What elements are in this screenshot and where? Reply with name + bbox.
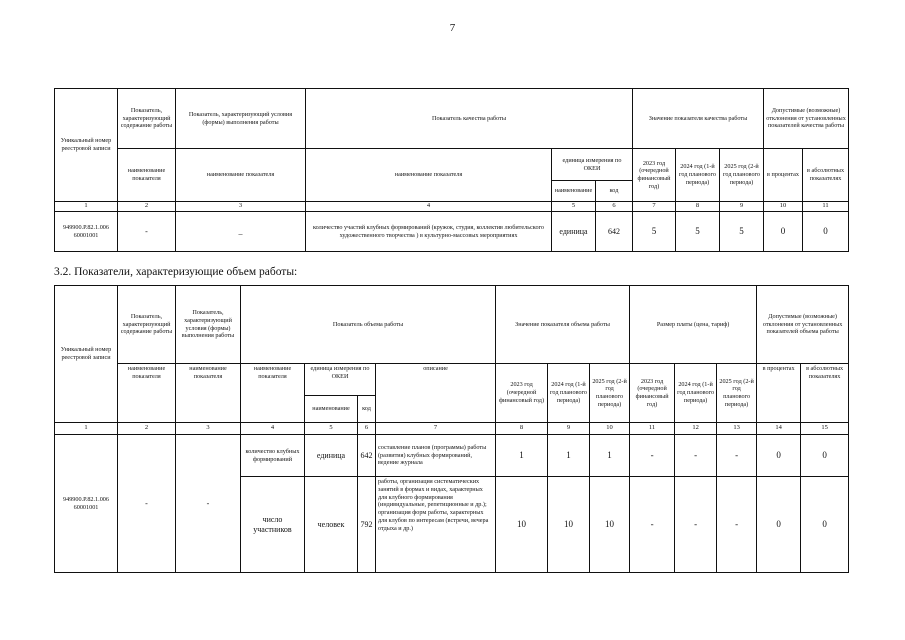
header-deviation: Допустимые (возможные) отклонения от установленных показателей качества работы: [764, 89, 849, 149]
conditions-value: _: [176, 212, 306, 252]
column-number: 5: [552, 202, 596, 212]
column-number: 8: [676, 202, 720, 212]
header-absolute: в абсолютных показателях: [801, 364, 849, 423]
unit-code: 792: [358, 477, 376, 573]
value-2023: 10: [496, 477, 548, 573]
deviation-absolute: 0: [801, 477, 849, 573]
column-number: 7: [376, 423, 496, 435]
conditions-value: -: [176, 435, 241, 573]
column-number: 7: [633, 202, 676, 212]
header-code: код: [596, 181, 633, 202]
column-number: 2: [118, 202, 176, 212]
fee-2025: -: [717, 435, 757, 477]
header-unit-name: наименование: [552, 181, 596, 202]
header-deviation: Допустимые (возможные) отклонения от установленных показателей объема работы: [757, 286, 849, 364]
content-value: -: [118, 212, 176, 252]
header-unit: единица измерения по ОКЕИ: [552, 149, 633, 181]
header-content: Показатель, характеризующий содержание работы: [118, 286, 176, 364]
volume-indicators-table: [54, 285, 849, 573]
quality-indicators-table: [54, 88, 849, 252]
unit-name: единица: [305, 435, 358, 477]
header-conditions: Показатель, характеризующий условия (формы) выполнения работы: [176, 286, 241, 364]
fee-2024: -: [675, 477, 717, 573]
column-number: 4: [241, 423, 305, 435]
registry-number: 949900.Р.82.1.006 60001001: [55, 212, 118, 252]
fee-2025: -: [717, 477, 757, 573]
header-conditions: Показатель, характеризующий условия (формы) выполнения работы: [176, 89, 306, 149]
header-content: Показатель, характеризующий содержание работы: [118, 89, 176, 149]
table-row: [55, 435, 849, 477]
header-fee-2025: 2025 год (2-й год планового периода): [717, 364, 757, 423]
fee-2023: -: [630, 435, 675, 477]
header-year-2023: 2023 год (очередной финансовый год): [633, 149, 676, 202]
column-number: 3: [176, 202, 306, 212]
column-number: 8: [496, 423, 548, 435]
header-year-2023: 2023 год (очередной финансовый год): [496, 364, 548, 423]
table-row: [55, 212, 849, 252]
header-registry: Уникальный номер реестровой записи: [55, 286, 118, 423]
column-number: 10: [590, 423, 630, 435]
header-percent: в процентах: [764, 149, 803, 202]
column-number: 10: [764, 202, 803, 212]
unit-code: 642: [358, 435, 376, 477]
header-name-indicator: наименование показателя: [176, 364, 241, 423]
header-quality: Показатель качества работы: [306, 89, 633, 149]
header-year-2025: 2025 год (2-й год планового периода): [720, 149, 764, 202]
deviation-percent: 0: [764, 212, 803, 252]
column-number: 9: [548, 423, 590, 435]
indicator-name: количество участий клубных формирований (кружок, студия, коллектив любительского художественного творчества ) в культурно-массовых мероприятиях: [306, 212, 552, 252]
value-2024: 10: [548, 477, 590, 573]
header-name-indicator: наименование показателя: [306, 149, 552, 202]
header-fee: Размер платы (цена, тариф): [630, 286, 757, 364]
registry-number: 949900.Р.82.1.006 60001001: [55, 435, 118, 573]
unit-code: 642: [596, 212, 633, 252]
header-description: описание: [376, 364, 496, 423]
column-number: 1: [55, 202, 118, 212]
header-unit-name: наименование: [305, 396, 358, 423]
column-number: 9: [720, 202, 764, 212]
unit-name: единица: [552, 212, 596, 252]
column-number: 6: [596, 202, 633, 212]
header-year-2025: 2025 год (2-й год планового периода): [590, 364, 630, 423]
header-volume: Показатель объема работы: [241, 286, 496, 364]
deviation-percent: 0: [757, 477, 801, 573]
header-unit: единица измерения по ОКЕИ: [305, 364, 376, 396]
column-number: 1: [55, 423, 118, 435]
column-number: 15: [801, 423, 849, 435]
column-number: 11: [803, 202, 849, 212]
page-number: 7: [449, 22, 456, 34]
header-year-2024: 2024 год (1-й год планового периода): [548, 364, 590, 423]
content-value: -: [118, 435, 176, 573]
deviation-absolute: 0: [801, 435, 849, 477]
value-2023: 1: [496, 435, 548, 477]
value-2025: 1: [590, 435, 630, 477]
description: составление планов (программы) работы (развития) клубных формирований, ведение журнала: [376, 435, 496, 477]
header-code: код: [358, 396, 376, 423]
value-2024: 1: [548, 435, 590, 477]
fee-2023: -: [630, 477, 675, 573]
header-name-indicator: наименование показателя: [118, 149, 176, 202]
column-number: 2: [118, 423, 176, 435]
column-number: 6: [358, 423, 376, 435]
header-absolute: в абсолютных показателях: [803, 149, 849, 202]
column-number: 12: [675, 423, 717, 435]
column-number: 14: [757, 423, 801, 435]
indicator-name: число участников: [241, 477, 305, 573]
header-volume-value: Значение показателя объема работы: [496, 286, 630, 364]
column-number: 13: [717, 423, 757, 435]
value-2025: 10: [590, 477, 630, 573]
header-name-indicator: наименование показателя: [241, 364, 305, 423]
unit-name: человек: [305, 477, 358, 573]
deviation-absolute: 0: [803, 212, 849, 252]
value-2023: 5: [633, 212, 676, 252]
indicator-name: количество клубных формирований: [241, 435, 305, 477]
header-name-indicator: наименование показателя: [176, 149, 306, 202]
header-year-2024: 2024 год (1-й год планового периода): [676, 149, 720, 202]
value-2025: 5: [720, 212, 764, 252]
header-quality-value: Значение показателя качества работы: [633, 89, 764, 149]
column-number: 11: [630, 423, 675, 435]
header-fee-2023: 2023 год (очередной финансовый год): [630, 364, 675, 423]
column-number: 4: [306, 202, 552, 212]
header-name-indicator: наименование показателя: [118, 364, 176, 423]
column-number: 5: [305, 423, 358, 435]
header-percent: в процентах: [757, 364, 801, 423]
header-fee-2024: 2024 год (1-й год планового периода): [675, 364, 717, 423]
section-heading: 3.2. Показатели, характеризующие объем работы:: [54, 266, 298, 278]
value-2024: 5: [676, 212, 720, 252]
fee-2024: -: [675, 435, 717, 477]
deviation-percent: 0: [757, 435, 801, 477]
header-registry: Уникальный номер реестровой записи: [55, 89, 118, 202]
description: работы, организация систематических занятий в формах и видах, характерных для клубного формирования (индивидуальные, репетиционные и др.); организация форм работы, характерных для клубов по интересам (встречи, вечера отдыха и др.): [376, 477, 496, 573]
column-number: 3: [176, 423, 241, 435]
